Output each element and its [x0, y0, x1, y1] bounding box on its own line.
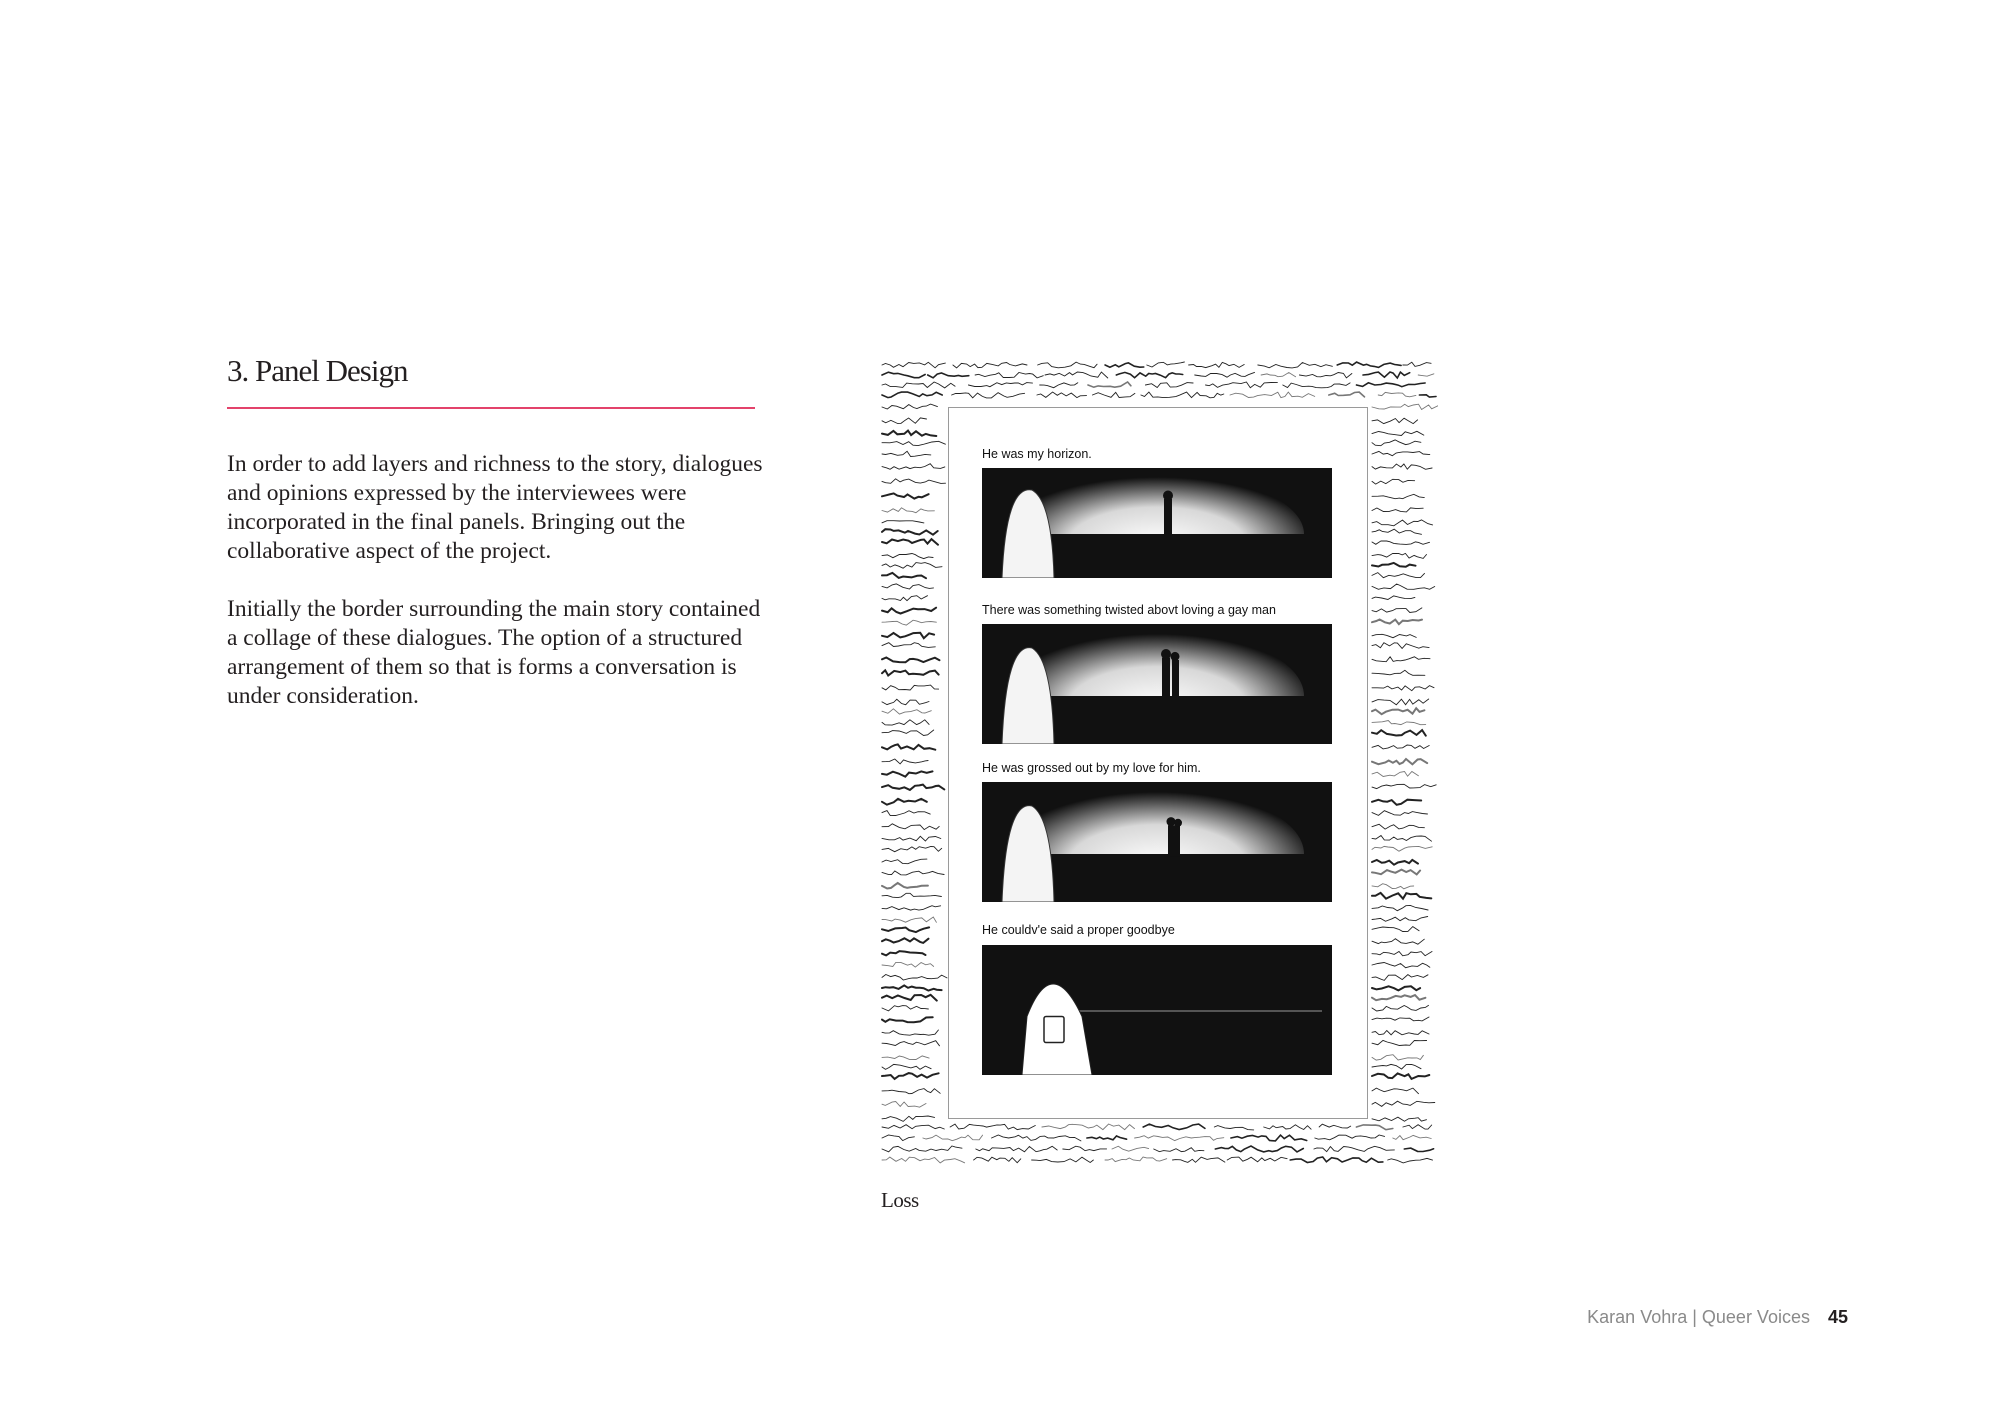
comic-page-image — [878, 357, 1438, 1169]
scribble-line — [1372, 1055, 1423, 1060]
couple-silhouette — [1162, 658, 1170, 696]
scribble-line — [1372, 824, 1424, 829]
scribble-line — [882, 493, 929, 498]
embracing-couple-silhouette — [1168, 825, 1180, 856]
scribble-line — [1088, 382, 1131, 387]
scribble-line — [1372, 1088, 1419, 1094]
scribble-line — [923, 1135, 983, 1141]
scribble-line — [1372, 1117, 1427, 1121]
scribble-line — [882, 720, 929, 725]
scribble-line — [882, 799, 927, 805]
scribble-line — [882, 1006, 928, 1011]
scribble-line — [1372, 870, 1420, 875]
scribble-line — [1418, 374, 1434, 376]
scribble-line — [882, 620, 936, 625]
scribble-line — [882, 658, 940, 663]
scribble-line — [976, 1146, 1057, 1152]
scribble-line — [1105, 363, 1144, 367]
scribble-line — [1372, 730, 1426, 736]
scribble-line — [882, 362, 945, 368]
scribble-line — [882, 479, 946, 484]
scribble-line — [882, 699, 929, 704]
scribble-line — [1337, 362, 1401, 367]
panel-3-art — [982, 782, 1332, 902]
scribble-line — [1105, 1157, 1167, 1162]
scribble-line — [882, 431, 936, 436]
scribble-line — [992, 1135, 1081, 1141]
scribble-line — [882, 563, 942, 569]
scribble-line — [1372, 884, 1414, 889]
scribble-line — [1372, 553, 1427, 558]
scribble-line — [1372, 620, 1422, 625]
scribble-line — [1040, 383, 1078, 388]
scribble-line — [1372, 451, 1430, 455]
scribble-line — [1042, 1124, 1135, 1130]
scribble-line — [1231, 1135, 1307, 1141]
title-divider — [227, 407, 755, 409]
scribble-line — [1372, 529, 1422, 534]
scribble-line — [1063, 1146, 1107, 1151]
scribble-line — [882, 1157, 965, 1163]
scribble-line — [1315, 1135, 1385, 1140]
scribble-line — [1357, 383, 1426, 387]
scribble-line — [882, 382, 955, 388]
panel-3-caption: He was grossed out by my love for him. — [982, 761, 1201, 775]
scribble-line — [1372, 975, 1428, 981]
scribble-line — [1087, 1136, 1127, 1140]
scribble-line — [882, 883, 928, 889]
scribble-line — [1032, 1157, 1094, 1162]
scribble-line — [1372, 1064, 1421, 1069]
scribble-line — [1173, 1157, 1225, 1162]
scribble-line — [1299, 373, 1352, 378]
body-text — [227, 450, 767, 740]
scribble-line — [1404, 1148, 1433, 1151]
scribble-line — [882, 975, 947, 981]
scribble-line — [1388, 1158, 1433, 1163]
scribble-line — [882, 418, 927, 424]
scribble-line — [882, 785, 944, 790]
scribble-line — [882, 685, 939, 690]
section-title: 3. Panel Design — [227, 353, 408, 388]
scribble-line — [882, 1030, 938, 1035]
scribble-line — [1215, 1146, 1303, 1152]
scribble-line — [882, 404, 937, 409]
scribble-line — [882, 508, 934, 513]
scribble-line — [1372, 608, 1422, 613]
scribble-line — [1372, 939, 1424, 945]
scribble-line — [882, 1073, 939, 1079]
scribble-line — [882, 596, 928, 601]
footer-author-title: Karan Vohra | Queer Voices — [1587, 1307, 1810, 1327]
scribble-line — [1372, 811, 1428, 816]
scribble-line — [882, 1041, 940, 1046]
scribble-line — [1372, 1031, 1429, 1035]
scribble-line — [1329, 392, 1365, 397]
scribble-line — [1363, 372, 1410, 378]
scribble-line — [1189, 362, 1245, 367]
scribble-line — [882, 771, 933, 776]
scribble-line — [1372, 643, 1429, 649]
scribble-line — [1403, 362, 1431, 366]
scribble-line — [1141, 392, 1224, 398]
scribble-line — [1116, 372, 1182, 377]
panel-2-caption: There was something twisted abovt loving a gay man — [982, 603, 1276, 617]
scribble-line — [1372, 584, 1435, 589]
scribble-line — [1143, 1124, 1205, 1129]
scribble-line — [882, 1116, 935, 1121]
scribble-line — [882, 539, 938, 545]
scribble-line — [1372, 917, 1428, 922]
scribble-line — [882, 847, 942, 852]
scribble-line — [882, 1135, 914, 1141]
scribble-line — [882, 464, 945, 470]
scribble-line — [1319, 1124, 1351, 1128]
scribble-line — [1372, 1005, 1429, 1011]
scribble-line — [1372, 634, 1416, 637]
scribble-line — [1195, 372, 1255, 377]
scribble-line — [1372, 440, 1421, 446]
scribble-line — [882, 995, 937, 1001]
scribble-line — [1258, 363, 1333, 368]
figure-caption: Loss — [881, 1188, 919, 1212]
scribble-line — [1135, 1136, 1224, 1141]
scribble-line — [882, 759, 928, 764]
scribble-line — [882, 608, 936, 614]
scribble-line — [952, 393, 1025, 398]
scribble-line — [1230, 392, 1315, 398]
scribble-line — [1372, 952, 1432, 956]
scribble-line — [882, 573, 926, 578]
scribble-line — [882, 643, 935, 648]
scribble-line — [1261, 373, 1296, 377]
scribble-line — [1372, 431, 1424, 435]
scribble-line — [882, 441, 945, 445]
scribble-line — [1372, 686, 1434, 691]
scribble-line — [1372, 708, 1424, 714]
scribble-line — [1372, 721, 1426, 725]
standing-man-silhouette — [1164, 499, 1172, 534]
scribble-line — [1372, 893, 1431, 899]
scribble-line — [1403, 1125, 1432, 1129]
scribble-line — [1372, 800, 1421, 805]
scribble-line — [1372, 784, 1436, 788]
scribble-line — [1214, 1126, 1253, 1130]
scribble-line — [1372, 404, 1438, 409]
scribble-line — [882, 1064, 931, 1069]
scribble-line — [882, 730, 934, 736]
scribble-line — [928, 373, 969, 378]
scribble-line — [882, 744, 935, 749]
scribble-line — [1372, 995, 1425, 1000]
scribble-line — [882, 906, 941, 910]
panel-1-art — [982, 468, 1332, 578]
scribble-line — [1372, 464, 1432, 469]
scribble-line — [1372, 1073, 1429, 1079]
panel-2-art — [982, 624, 1332, 744]
scribble-line — [950, 1124, 1035, 1130]
scribble-line — [1378, 392, 1416, 396]
scribble-line — [1372, 1040, 1427, 1045]
scribble-line — [1393, 1135, 1431, 1139]
panel-4-art — [982, 945, 1332, 1075]
scribble-line — [882, 521, 924, 523]
scribble-line — [1372, 836, 1432, 842]
paragraph-2: Initially the border surrounding the main story contained a collage of these dialogues. The option of a structured arrangement of them so that is forms a conversation is under consideration. — [227, 596, 761, 709]
scribble-line — [974, 1157, 1021, 1163]
scribble-line — [882, 859, 927, 864]
scribble-line — [1372, 986, 1420, 990]
scribble-line — [1372, 745, 1429, 749]
scribble-line — [953, 363, 1027, 368]
scribble-line — [1372, 596, 1415, 600]
scribble-line — [882, 1089, 940, 1094]
scribble-line — [882, 554, 933, 559]
scribble-line — [1227, 1157, 1287, 1162]
panel-1-caption: He was my horizon. — [982, 447, 1092, 461]
scribble-line — [882, 836, 941, 841]
scribble-line — [1372, 479, 1415, 484]
scribble-line — [882, 938, 929, 943]
scribble-line — [882, 529, 938, 535]
scribble-line — [1372, 573, 1425, 578]
scribble-line — [882, 893, 941, 897]
scribble-line — [882, 372, 925, 378]
scribble-line — [1290, 1157, 1383, 1163]
scribble-line — [1372, 508, 1423, 512]
scribble-line — [1419, 395, 1436, 397]
page-footer — [1587, 1307, 1848, 1328]
scribble-line — [1038, 362, 1098, 368]
scribble-line — [1372, 846, 1432, 851]
scribble-line — [882, 1056, 929, 1060]
scribble-line — [882, 917, 936, 922]
scribble-line — [882, 1125, 944, 1129]
scribble-line — [1372, 418, 1418, 423]
scribble-line — [882, 670, 939, 675]
scribble-line — [1314, 1146, 1395, 1151]
paragraph-1: In order to add layers and richness to the story, dialogues and opinions expressed by the interviewees were incorporated in the final panels. Bringing out the collaborative aspect of the project. — [227, 451, 763, 564]
scribble-line — [1372, 494, 1424, 498]
scribble-line — [882, 811, 930, 816]
scribble-line — [1372, 759, 1427, 764]
scribble-line — [1092, 392, 1135, 397]
scribble-line — [882, 871, 944, 875]
scribble-line — [1372, 963, 1430, 968]
scribble-line — [882, 709, 931, 714]
scribble-line — [882, 584, 934, 589]
scribble-line — [1145, 383, 1193, 388]
scribble-line — [1372, 772, 1418, 777]
scribble-line — [975, 373, 1043, 378]
scribble-line — [1372, 563, 1416, 567]
scribble-line — [882, 633, 934, 638]
scribble-line — [968, 383, 1032, 387]
scribble-line — [1037, 392, 1087, 398]
phone-icon — [1044, 1017, 1064, 1043]
scribble-line — [882, 1146, 962, 1152]
scribble-line — [1147, 362, 1185, 367]
scribble-line — [1372, 657, 1430, 662]
scribble-line — [1372, 1017, 1429, 1021]
scribble-line — [1206, 382, 1278, 388]
scribble-line — [1045, 372, 1108, 378]
page-number: 45 — [1827, 1307, 1848, 1327]
scribble-line — [1283, 383, 1350, 388]
scribble-line — [882, 1017, 933, 1022]
scribble-line — [1154, 1148, 1204, 1152]
scribble-line — [1372, 927, 1419, 932]
scribble-line — [1264, 1125, 1311, 1130]
scribble-line — [1372, 541, 1430, 545]
scribble-line — [1372, 905, 1428, 910]
scribble-line — [882, 824, 939, 830]
scribble-line — [882, 451, 931, 456]
scribble-line — [882, 392, 942, 398]
scribble-line — [1112, 1146, 1149, 1151]
scribble-line — [1372, 670, 1425, 675]
scribble-line — [1356, 1125, 1392, 1130]
scribble-line — [1372, 520, 1433, 526]
scribble-line — [882, 951, 926, 955]
scribble-line — [882, 927, 929, 932]
scribble-line — [1372, 699, 1429, 705]
scribble-line — [882, 1102, 926, 1108]
scribble-line — [882, 962, 934, 967]
scribble-line — [1372, 860, 1418, 865]
scribble-line — [1372, 1101, 1435, 1106]
panel-4-caption: He couldv'e said a proper goodbye — [982, 923, 1175, 937]
scribble-line — [882, 985, 942, 990]
